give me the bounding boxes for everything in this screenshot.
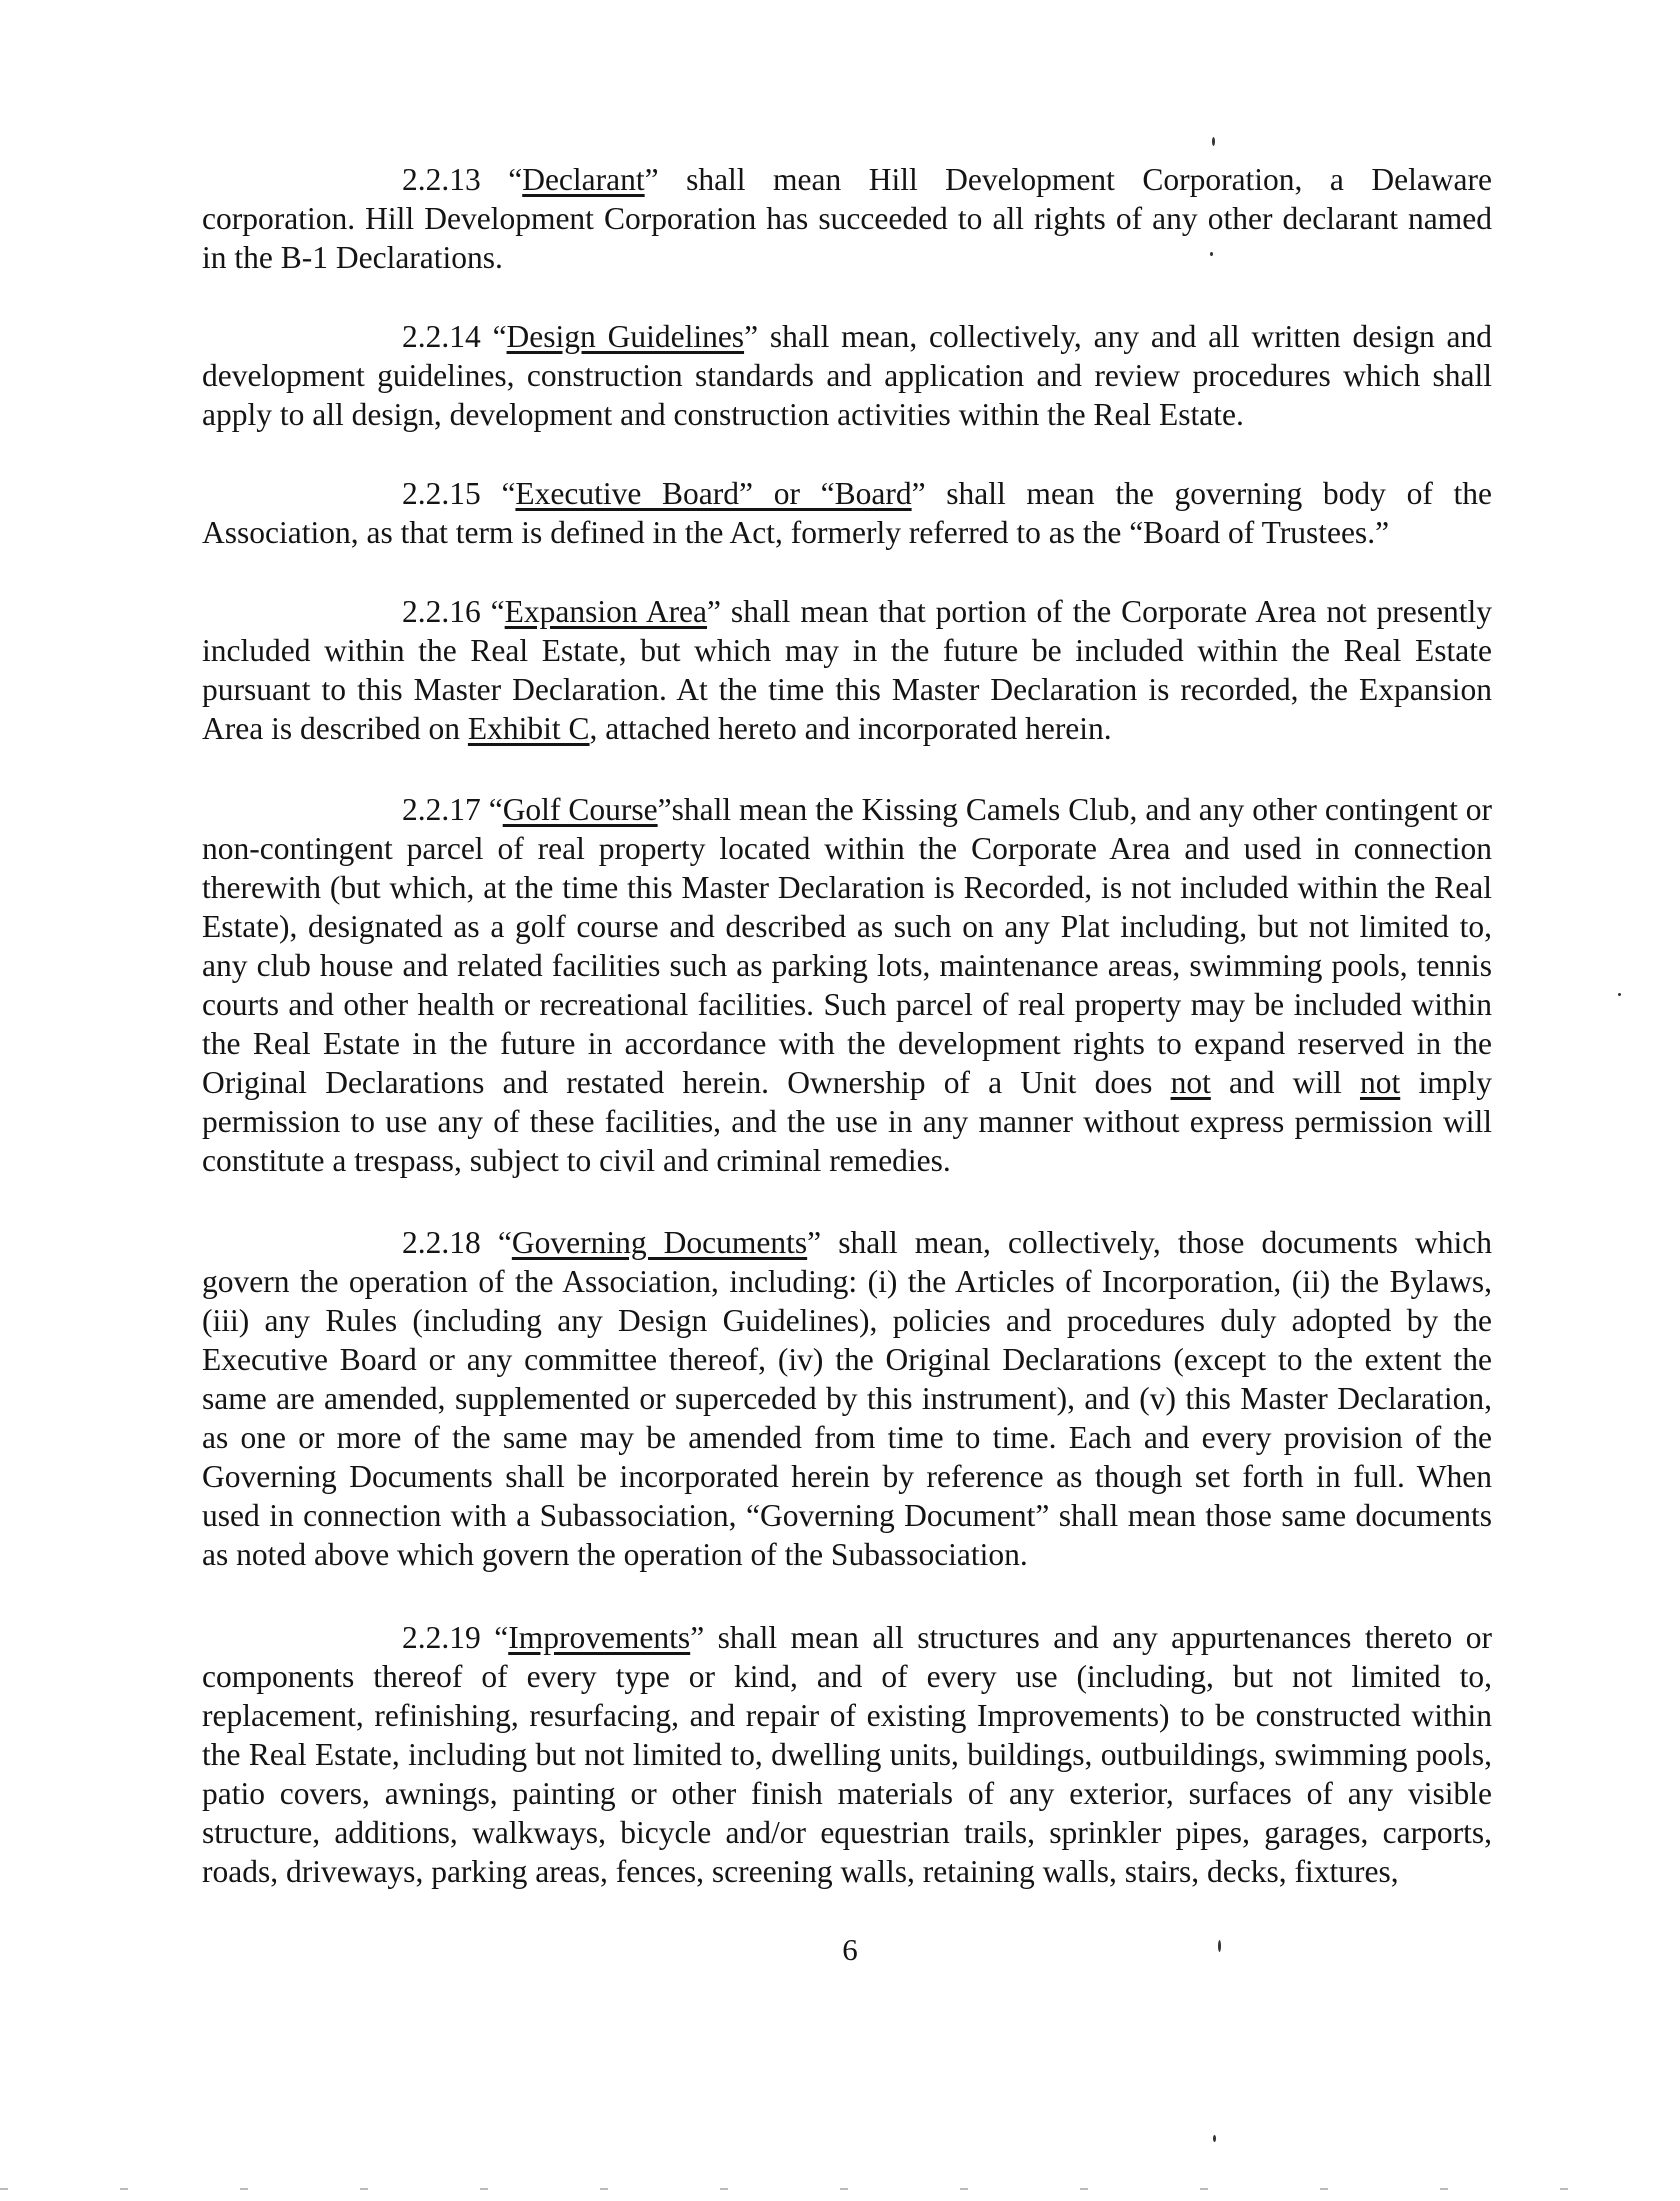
defined-term: Design Guidelines (506, 319, 745, 354)
section-number: 2.2.13 (402, 162, 481, 197)
section-2-2-15: 2.2.15 “Executive Board” or “Board” shall mean the governing body of the Association, as that term is defined in the Act, formerly referred to as the “Board of Trustees.” (202, 476, 1493, 550)
section-2-2-13: 2.2.13 “Declarant” shall mean Hill Development Corporation, a Delaware corporation. Hill Development Corporation has succeeded to all rights of any other declarant named in the B-1 Declarations. (202, 162, 1492, 275)
scan-speck (1218, 1940, 1221, 1952)
section-number: 2.2.16 (402, 594, 481, 629)
section-2-2-18: 2.2.18 “Governing Documents” shall mean, collectively, those documents which govern the operation of the Association, including: (i) the Articles of Incorporation, (ii) the Bylaws, (iii) any Rules (including any Design Guidelines), policies and procedures duly adopted by the Executive Board or any committee thereof, (iv) the Original Declarations (except to the extent the same are amended, supplemented or superceded by this instrument), and (v) this Master Declaration, as one or more of the same may be amended from time to time. Each and every provision of the Governing Documents shall be incorporated herein by reference as though set forth in full. When used in connection with a Subassociation, “Governing Document” shall mean those same documents as noted above which govern the operation of the Subassociation. (202, 1225, 1492, 1572)
emphasis-not: not (1359, 1065, 1401, 1100)
section-2-2-17: 2.2.17 “Golf Course”shall mean the Kissing Camels Club, and any other contingent or non-contingent parcel of real property located within the Corporate Area and used in connection therewith (but which, at the time this Master Declaration is Recorded, is not included within the Real Estate), designated as a golf course and described as such on any Plat including, but not limited to, any club house and related facilities such as parking lots, maintenance areas, swimming pools, tennis courts and other health or recreational facilities. Such parcel of real property may be included within the Real Estate in the future in accordance with the development rights to expand reserved in the Original Declarations and restated herein. Ownership of a Unit does not and will not imply permission to use any of these facilities, and the use in any manner without express permission will constitute a trespass, subject to civil and criminal remedies. (202, 792, 1493, 1178)
section-number: 2.2.17 (402, 792, 481, 827)
scan-edge-line (0, 2188, 1680, 2190)
defined-term: Expansion Area (504, 594, 708, 629)
section-number: 2.2.14 (402, 319, 481, 354)
exhibit-reference: Exhibit C (467, 711, 590, 746)
emphasis-not: not (1170, 1065, 1211, 1100)
scan-speck (1618, 993, 1621, 996)
scan-speck (1210, 252, 1213, 256)
section-2-2-19: 2.2.19 “Improvements” shall mean all structures and any appurtenances thereto or components thereof of every type or kind, and of every use (including, but not limited to, replacement, refinishing, resurfacing, and repair of existing Improvements) to be constructed within the Real Estate, including but not limited to, dwelling units, buildings, outbuildings, swimming pools, patio covers, awnings, painting or other finish materials of any exterior, surfaces of any visible structure, additions, walkways, bicycle and/or equestrian trails, sprinkler pipes, garages, carports, roads, driveways, parking areas, fences, screening walls, retaining walls, stairs, decks, fixtures, (202, 1620, 1492, 1889)
section-number: 2.2.15 (402, 476, 481, 511)
defined-term: Improvements (508, 1620, 691, 1655)
scan-speck (1213, 2135, 1216, 2142)
section-2-2-14: 2.2.14 “Design Guidelines” shall mean, collectively, any and all written design and development guidelines, construction standards and application and review procedures which shall apply to all design, development and construction activities within the Real Estate. (202, 319, 1492, 432)
defined-term: Executive Board” or “Board (515, 476, 912, 511)
defined-term: Declarant (522, 162, 645, 197)
section-number: 2.2.19 (402, 1620, 481, 1655)
section-2-2-16: 2.2.16 “Expansion Area” shall mean that portion of the Corporate Area not presently included within the Real Estate, but which may in the future be included within the Real Estate pursuant to this Master Declaration. At the time this Master Declaration is recorded, the Expansion Area is described on Exhibit C, attached hereto and incorporated herein. (202, 594, 1492, 746)
page-number: 6 (842, 1932, 858, 1967)
defined-term: Governing Documents (511, 1225, 808, 1260)
section-number: 2.2.18 (402, 1225, 481, 1260)
defined-term: Golf Course (502, 792, 658, 827)
scan-speck (1212, 137, 1215, 146)
